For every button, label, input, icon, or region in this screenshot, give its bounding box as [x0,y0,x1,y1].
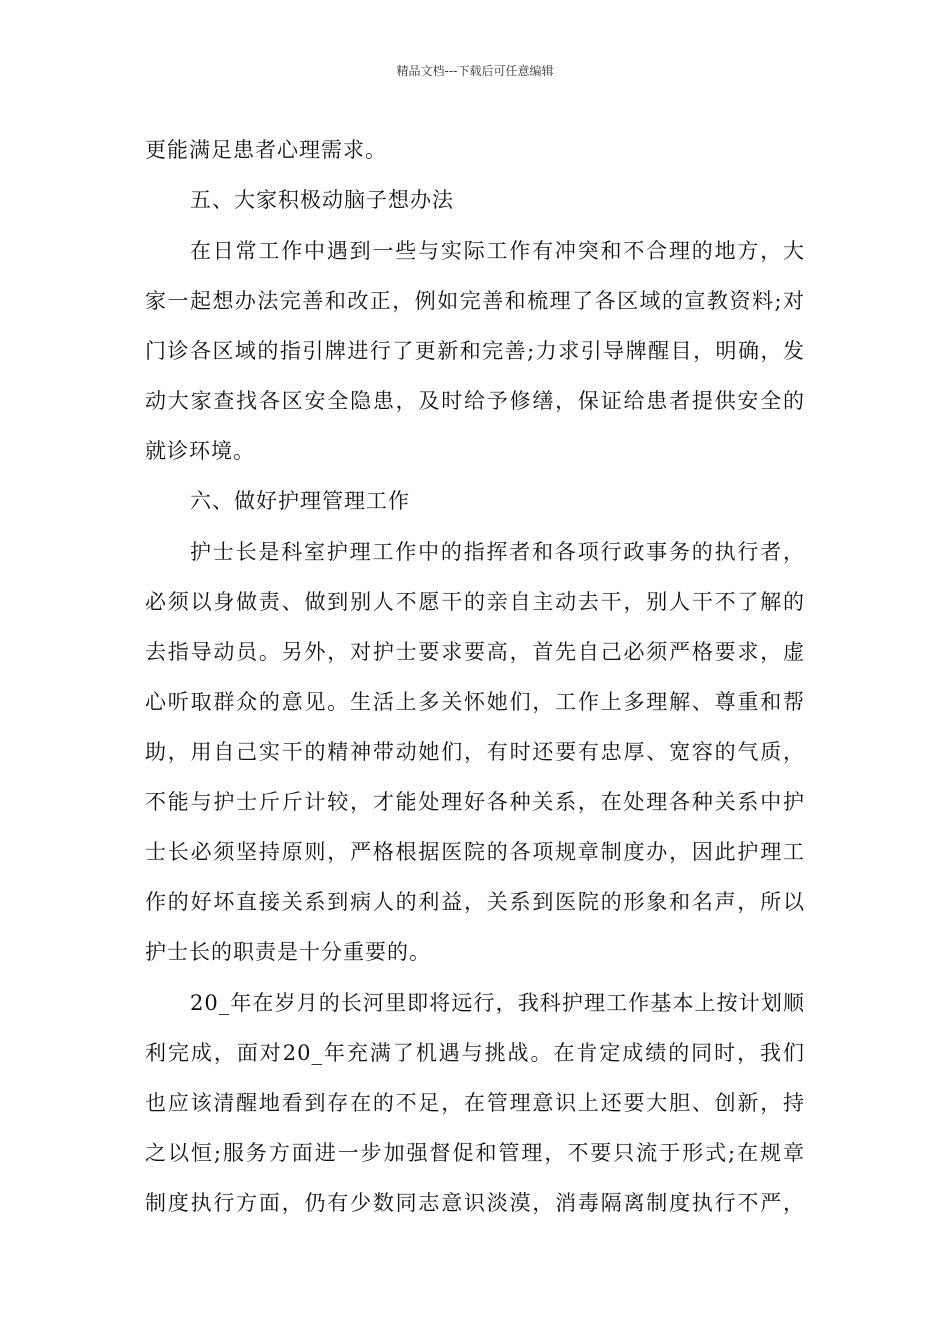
paragraph-line: 之以恒;服务方面进一步加强督促和管理，不要只流于形式;在规章 [145,1141,805,1165]
paragraph-line: 助，用自己实干的精神带动她们，有时还要有忠厚、宽容的气质， [145,740,805,764]
paragraph-line: 护士长是科室护理工作中的指挥者和各项行政事务的执行者， [190,540,805,564]
paragraph-line: 不能与护士斤斤计较，才能处理好各种关系，在处理各种关系中护 [145,790,805,814]
paragraph-line: 护士长的职责是十分重要的。 [145,940,431,964]
paragraph-line: 作的好坏直接关系到病人的利益，关系到医院的形象和名声，所以 [145,890,805,914]
section-heading: 六、做好护理管理工作 [190,489,410,513]
paragraph-line: 利完成，面对20_年充满了机遇与挑战。在肯定成绩的同时，我们 [145,1041,805,1065]
paragraph-line: 制度执行方面，仍有少数同志意识淡漠，消毒隔离制度执行不严， [145,1191,805,1215]
paragraph-line: 门诊各区域的指引牌进行了更新和完善;力求引导牌醒目，明确，发 [145,339,805,363]
section-heading: 五、大家积极动脑子想办法 [190,188,454,212]
paragraph-line: 士长必须坚持原则，严格根据医院的各项规章制度办，因此护理工 [145,840,805,864]
paragraph-line: 更能满足患者心理需求。 [145,138,387,162]
paragraph-line: 20_年在岁月的长河里即将远行，我科护理工作基本上按计划顺 [190,991,805,1015]
paragraph-line: 也应该清醒地看到存在的不足，在管理意识上还要大胆、创新，持 [145,1091,805,1115]
paragraph-line: 家一起想办法完善和改正，例如完善和梳理了各区域的宣教资料;对 [145,289,805,313]
paragraph-line: 动大家查找各区安全隐患，及时给予修缮，保证给患者提供安全的 [145,389,805,413]
page-header: 精品文档---下载后可任意编辑 [396,64,554,78]
paragraph-line: 就诊环境。 [145,439,255,463]
paragraph-line: 必须以身做责、做到别人不愿干的亲自主动去干，别人干不了解的 [145,590,805,614]
paragraph-line: 心听取群众的意见。生活上多关怀她们，工作上多理解、尊重和帮 [145,690,805,714]
paragraph-line: 在日常工作中遇到一些与实际工作有冲突和不合理的地方，大 [190,239,805,263]
paragraph-line: 去指导动员。另外，对护士要求要高，首先自己必须严格要求，虚 [145,640,805,664]
